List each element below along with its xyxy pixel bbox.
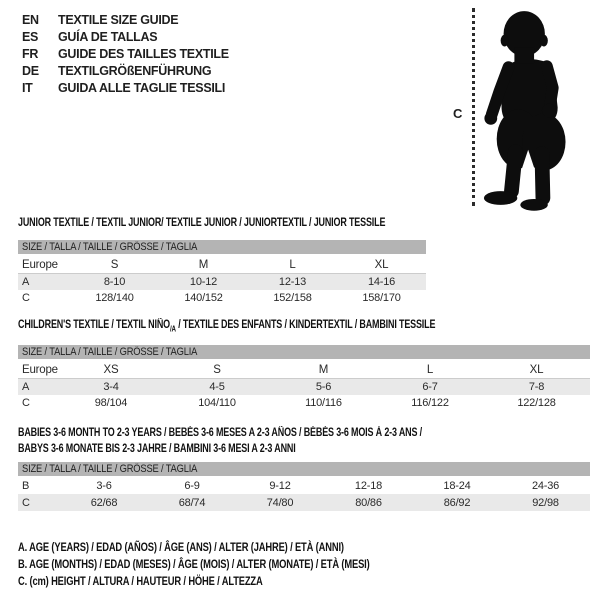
region-label: Europe [18,255,70,274]
language-code: DE [22,63,39,78]
note-height-cm: C. (cm) HEIGHT / ALTURA / HAUTEUR / HÖHE / ALTEZZA [18,574,263,588]
column-header: M [159,255,248,274]
cell-value: 12-13 [248,274,337,291]
note-age-months: B. AGE (MONTHS) / EDAD (MESES) / ÂGE (MOIS) / ALTER (MONATE) / ETÀ (MESI) [18,557,370,571]
heading-subscript: /A [169,324,176,334]
language-code: ES [22,29,39,44]
heading-text: / TEXTILE DES ENFANTS / KINDERTEXTIL / BAMBINI TESSILE [175,319,436,331]
cell-value: 68/74 [148,494,236,511]
table-row [18,290,426,306]
cell-value: 158/170 [362,292,401,304]
babies-size-table [18,462,590,511]
section-childrens-textile [18,319,590,411]
language-row-it [22,79,229,96]
cell-value: 12-18 [354,480,383,492]
table-size-header-row [18,462,590,477]
section-heading-line1: BABIES 3-6 MONTH TO 2-3 YEARS / BEBÉS 3-6 MESES A 2-3 AÑOS / BÉBÉS 3-6 MOIS À 2-3 ANS / [18,427,422,439]
legend-notes [18,539,469,590]
cell-value: 92/98 [501,494,590,511]
cell-value: 74/80 [236,494,324,511]
cell-value: 8-10 [70,274,159,291]
table-columns-row [18,360,590,379]
cell-value: 86/92 [413,494,501,511]
cell-value: 6-9 [184,480,200,492]
cell-value: 3-6 [96,480,112,492]
row-label: C [22,397,30,409]
cell-value: 7-8 [483,379,590,396]
language-row-de [22,62,229,79]
table-row [18,477,590,494]
heading-text: CHILDREN'S TEXTILE / TEXTIL NIÑO [18,319,170,331]
table-row [18,274,426,291]
height-dotted-line [472,8,475,206]
cell-value: 3-4 [58,379,164,396]
cell-value: 9-12 [269,480,291,492]
language-title-list [22,11,229,96]
row-label: A [18,274,70,291]
language-code: FR [22,46,39,61]
row-label: A [18,379,58,396]
row-label: C [18,494,60,511]
size-header-label: SIZE / TALLA / TAILLE / GRÖSSE / TAGLIA [22,346,198,358]
column-header: S [164,360,270,379]
language-code: IT [22,80,33,95]
language-code: EN [22,12,39,27]
cell-value: 62/68 [60,494,148,511]
table-row [18,379,590,396]
row-label: B [22,480,30,492]
section-babies-textile [18,425,590,511]
cell-value: 4-5 [164,379,270,396]
cell-value: 80/86 [324,494,413,511]
cell-value: 18-24 [443,480,471,492]
language-row-fr [22,45,229,62]
cell-value: 140/152 [184,292,223,304]
cell-value: 116/122 [411,397,449,409]
cell-value: 122/128 [517,397,556,409]
language-title: GUÍA DE TALLAS [58,29,158,44]
baby-silhouette-icon [479,4,597,211]
column-header: XL [337,255,426,274]
language-title: GUIDA ALLE TAGLIE TESSILI [58,80,226,95]
section-heading-line2: BABYS 3-6 MONATE BIS 2-3 JAHRE / BAMBINI 3-6 MESI A 2-3 ANNI [18,443,296,455]
cell-value: 6-7 [377,379,483,396]
height-measure-label: C [453,106,463,121]
note-age-years: A. AGE (YEARS) / EDAD (AÑOS) / ÂGE (ANS) / ALTER (JAHRE) / ETÀ (ANNI) [18,540,344,554]
junior-size-table [18,240,426,306]
cell-value: 5-6 [270,379,377,396]
column-header: S [70,255,159,274]
cell-value: 152/158 [273,292,312,304]
language-title: GUIDE DES TAILLES TEXTILE [58,46,229,61]
table-size-header-row [18,345,590,360]
language-title: TEXTILE SIZE GUIDE [58,12,179,27]
cell-value: 98/104 [94,397,128,409]
cell-value: 24-36 [531,480,560,492]
language-row-es [22,28,229,45]
section-heading [18,319,464,332]
children-size-table [18,345,590,411]
language-row-en [22,11,229,28]
section-heading: JUNIOR TEXTILE / TEXTIL JUNIOR/ TEXTILE JUNIOR / JUNIORTEXTIL / JUNIOR TESSILE [18,217,386,229]
row-label: C [22,292,30,304]
table-size-header-row [18,240,426,255]
column-header: L [377,360,483,379]
region-label: Europe [18,360,58,379]
table-columns-row [18,255,426,274]
size-header-label: SIZE / TALLA / TAILLE / GRÖSSE / TAGLIA [22,241,198,253]
cell-value: 14-16 [337,274,426,291]
column-header: M [270,360,377,379]
cell-value: 10-12 [159,274,248,291]
cell-value: 128/140 [95,292,134,304]
section-junior-textile [18,217,489,306]
size-header-label: SIZE / TALLA / TAILLE / GRÖSSE / TAGLIA [22,463,198,475]
column-header: L [248,255,337,274]
table-row [18,494,590,511]
cell-value: 110/116 [305,397,342,409]
cell-value: 104/110 [198,397,236,409]
column-header: XS [58,360,164,379]
column-header: XL [483,360,590,379]
language-title: TEXTILGRÖßENFÜHRUNG [58,63,212,78]
table-row [18,395,590,411]
